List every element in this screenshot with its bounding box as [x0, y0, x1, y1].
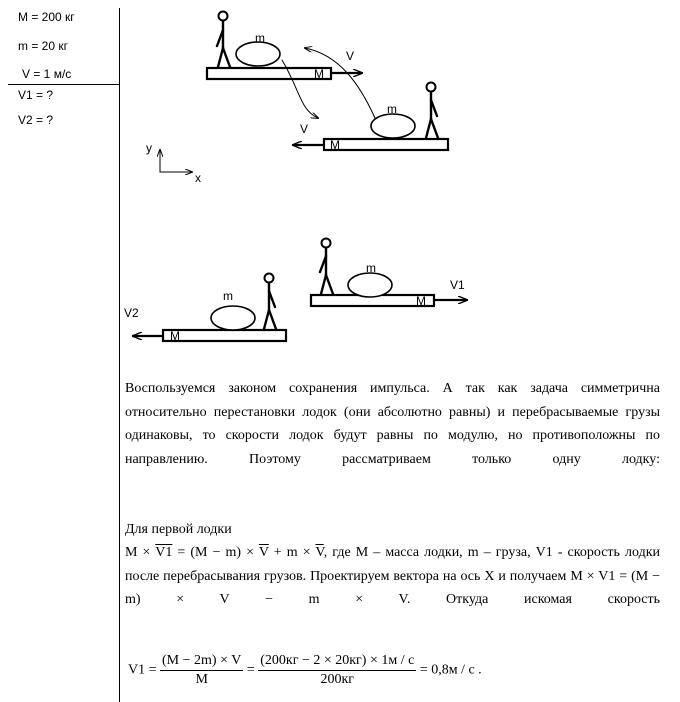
- cargo-left-label: m: [223, 289, 233, 303]
- cargo-bottom: [371, 114, 415, 138]
- velocity-label-bottom: V: [300, 122, 309, 136]
- cargo-left: [211, 306, 255, 330]
- cargo-top: [236, 42, 280, 66]
- formula-lhs: V1 =: [128, 662, 157, 678]
- person-bottom: [426, 83, 438, 139]
- projection-equation: M × V1 = (M − m) × V − m × V.: [125, 568, 661, 607]
- eq1-tail: , где M – масса лодки, m – груза, V1 - скорость лодки после перебрасывания грузов. Проектируем вектора на ось X и получаем: [125, 545, 660, 584]
- formula-numerator-numeric: (200кг − 2 × 20кг) × 1м / с: [258, 652, 416, 671]
- person-right: [320, 239, 333, 295]
- vector-equation-paragraph: [125, 541, 660, 612]
- boat-top: [207, 67, 331, 81]
- axes: [146, 141, 201, 185]
- formula-equals: =: [246, 662, 255, 678]
- cargo-bottom-label: m: [387, 102, 397, 116]
- person-top: [217, 12, 230, 68]
- eq1-part-a: M ×: [125, 545, 156, 560]
- formula-denominator-symbolic: M: [195, 672, 208, 687]
- formula-numerator-symbolic: (M − 2m) × V: [160, 652, 243, 671]
- eq1-vector-v1: V1: [155, 545, 173, 560]
- final-formula: [128, 652, 482, 689]
- unknown-v1: V1 = ?: [18, 88, 54, 102]
- solution-paragraph: Воспользуемся законом сохранения импульса. А так как задача симметрична относительно перестановки лодок (они абсолютно равны) и перебрасываемые грузы одинаковы, то скорости лодок будут равны по модулю, но противоположны по направлению. Поэтому рассматриваем только одну лодку:: [125, 381, 660, 467]
- formula-result: = 0,8м / с .: [419, 662, 482, 678]
- given-mass-cargo: m = 20 кг: [18, 39, 68, 53]
- formula-fraction-numeric: [258, 652, 416, 689]
- cargo-right: [348, 273, 392, 297]
- cargo-right-label: m: [366, 261, 376, 275]
- velocity-label-v1: V1: [450, 278, 465, 292]
- formula-denominator-numeric: 200кг: [320, 672, 355, 687]
- eq1-vector-v: $\overline{V}$: [258, 545, 269, 560]
- velocity-label-top: V: [346, 49, 355, 63]
- boat-left-label: M: [170, 329, 180, 343]
- given-velocity: V = 1 м/с: [22, 67, 72, 81]
- unknown-v2: V2 = ?: [18, 113, 54, 127]
- solution-subheading: Для первой лодки: [125, 522, 232, 537]
- boat-right-label: M: [416, 294, 426, 308]
- boat-bottom-label: M: [330, 138, 340, 152]
- given-mass-boat: M = 200 кг: [18, 10, 75, 24]
- boat-bottom: [324, 138, 448, 152]
- cargo-top-label: m: [255, 31, 265, 45]
- eq1-vector-v-2: $\overline{V}$: [315, 545, 324, 560]
- eq2-tail: Откуда искомая скорость: [446, 592, 661, 607]
- boat-top-label: M: [314, 67, 324, 81]
- axis-y-label: y: [146, 141, 152, 155]
- trajectory-bottom-to-top: [305, 48, 375, 118]
- eq1-part-b: = (M − m) ×: [172, 545, 259, 560]
- boat-left: [163, 329, 286, 343]
- velocity-label-v2: V2: [124, 306, 139, 320]
- axis-x-label: x: [195, 171, 201, 185]
- eq1-part-c: + m ×: [268, 545, 316, 560]
- formula-fraction-symbolic: [160, 652, 243, 689]
- person-left: [264, 274, 276, 330]
